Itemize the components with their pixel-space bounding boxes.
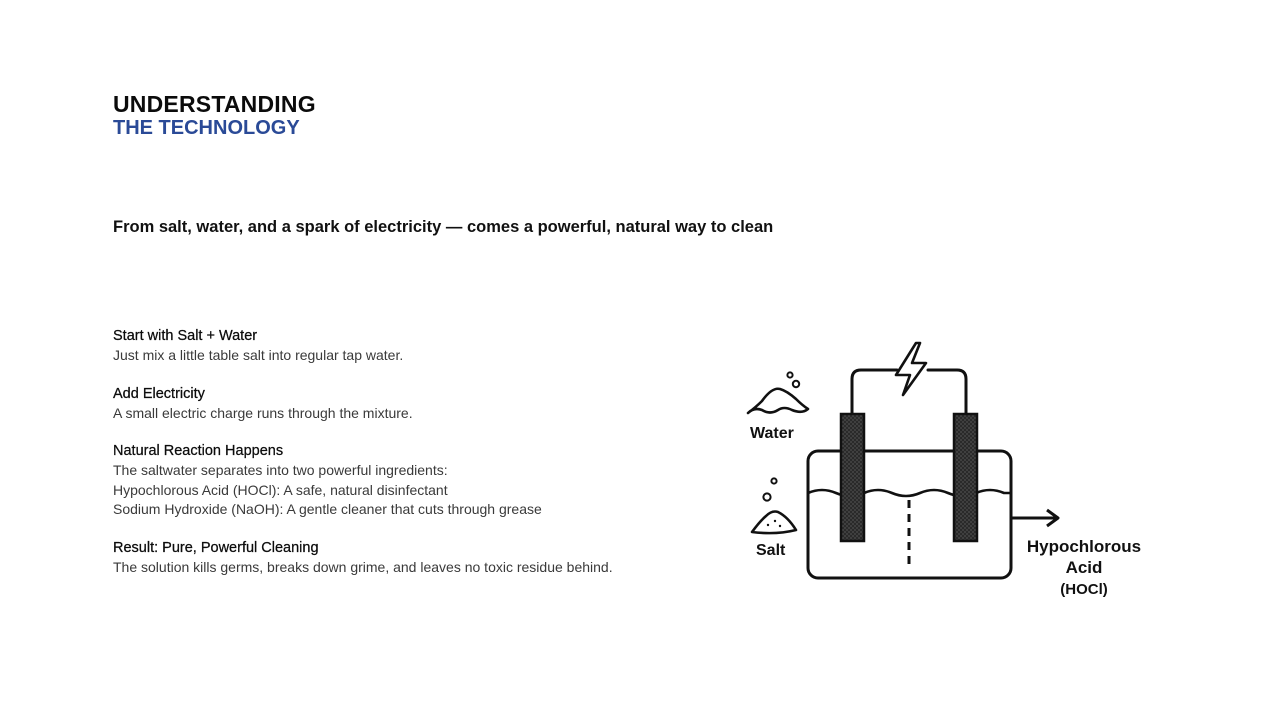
- page-title: UNDERSTANDING: [113, 91, 316, 117]
- step-text: Sodium Hydroxide (NaOH): A gentle cleaner that cuts through grease: [113, 501, 542, 517]
- water-pile-icon: [748, 372, 808, 413]
- output-label-line3: (HOCl): [1060, 581, 1108, 598]
- electrode-left: [841, 414, 864, 541]
- electrode-right: [954, 414, 977, 541]
- step-text: Hypochlorous Acid (HOCl): A safe, natural disinfectant: [113, 481, 448, 498]
- step-item: [113, 539, 713, 578]
- step-title: Add Electricity: [113, 385, 205, 402]
- step-text: A small electric charge runs through the mixture.: [113, 404, 413, 421]
- step-title: Natural Reaction Happens: [113, 443, 284, 459]
- arrow-right-icon: [1012, 510, 1058, 526]
- lightning-bolt-icon: [896, 343, 926, 395]
- salt-pile-icon: [752, 478, 796, 533]
- water-label: Water: [750, 425, 794, 442]
- step-text: Just mix a little table salt into regular tap water.: [113, 347, 404, 363]
- tagline: From salt, water, and a spark of electricity — comes a powerful, natural way to clean: [113, 218, 774, 236]
- page-subtitle-heading: THE TECHNOLOGY: [113, 117, 300, 139]
- electrolysis-diagram: [740, 335, 1160, 605]
- step-item: [113, 327, 713, 366]
- step-item: [113, 385, 713, 424]
- output-label-line2: Acid: [1065, 558, 1103, 577]
- output-label-line1: Hypochlorous: [1026, 537, 1142, 556]
- steps-list: [113, 327, 713, 596]
- step-text: The solution kills germs, breaks down grime, and leaves no toxic residue behind.: [113, 558, 613, 575]
- step-item: [113, 442, 713, 520]
- step-text: The saltwater separates into two powerful ingredients:: [113, 462, 448, 478]
- step-title: Start with Salt + Water: [113, 328, 258, 344]
- salt-label: Salt: [756, 542, 786, 559]
- step-title: Result: Pure, Powerful Cleaning: [113, 539, 319, 556]
